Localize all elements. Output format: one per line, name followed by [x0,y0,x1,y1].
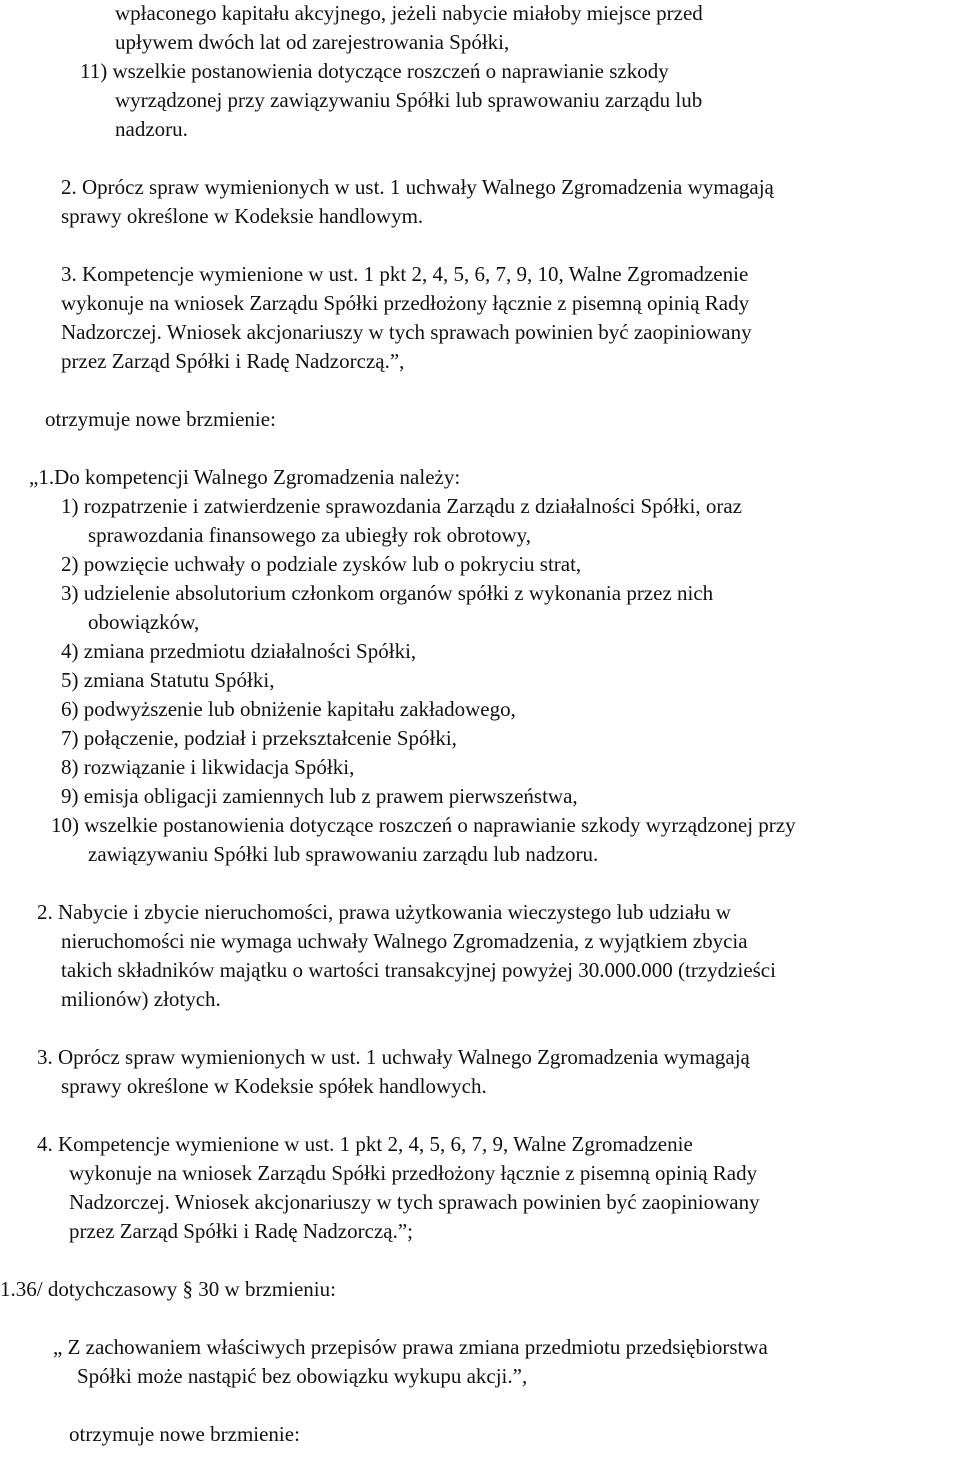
list-item: 4) zmiana przedmiotu działalności Spółki, [61,639,417,663]
text-line: wpłaconego kapitału akcyjnego, jeżeli nabycie miałoby miejsce przed [115,1,703,25]
text-line: Nadzorczej. Wniosek akcjonariuszy w tych sprawach powinien być zaopiniowany [61,320,752,344]
list-item: 11) wszelkie postanowienia dotyczące roszczeń o naprawianie szkody [80,59,669,83]
list-item: 9) emisja obligacji zamiennych lub z prawem pierwszeństwa, [61,784,578,808]
list-item: 10) wszelkie postanowienia dotyczące roszczeń o naprawianie szkody wyrządzonej przy [51,813,796,837]
list-item: 5) zmiana Statutu Spółki, [61,668,275,692]
text-line: przez Zarząd Spółki i Radę Nadzorczą.”; [69,1219,413,1243]
text-line: nadzoru. [115,117,188,141]
text-line: sprawy określone w Kodeksie handlowym. [61,204,424,228]
text-line: takich składników majątku o wartości transakcyjnej powyżej 30.000.000 (trzydzieści [61,958,776,982]
list-item: 8) rozwiązanie i likwidacja Spółki, [61,755,355,779]
text-line: nieruchomości nie wymaga uchwały Walnego Zgromadzenia, z wyjątkiem zbycia [61,929,748,953]
text-line: sprawy określone w Kodeksie spółek handlowych. [61,1074,487,1098]
list-item: 1) rozpatrzenie i zatwierdzenie sprawozdania Zarządu z działalności Spółki, oraz [61,494,743,518]
list-item: 2) powzięcie uchwały o podziale zysków lub o pokryciu strat, [61,552,582,576]
text-line: Nadzorczej. Wniosek akcjonariuszy w tych sprawach powinien być zaopiniowany [69,1190,760,1214]
list-item: 7) połączenie, podział i przekształcenie Spółki, [61,726,457,750]
text-line: otrzymuje nowe brzmienie: [69,1422,300,1446]
text-line: zawiązywaniu Spółki lub sprawowaniu zarządu lub nadzoru. [88,842,599,866]
quoted-text: „ Z zachowaniem właściwych przepisów prawa zmiana przedmiotu przedsiębiorstwa [53,1335,768,1359]
text-line: sprawozdania finansowego za ubiegły rok obrotowy, [88,523,532,547]
text-line: przez Zarząd Spółki i Radę Nadzorczą.”, [61,349,405,373]
list-item: 6) podwyższenie lub obniżenie kapitału zakładowego, [61,697,516,721]
paragraph-heading: 4. Kompetencje wymienione w ust. 1 pkt 2, 4, 5, 6, 7, 9, Walne Zgromadzenie [37,1132,693,1156]
paragraph-heading: 2. Oprócz spraw wymienionych w ust. 1 uchwały Walnego Zgromadzenia wymagają [61,175,774,199]
paragraph-heading: 3. Kompetencje wymienione w ust. 1 pkt 2, 4, 5, 6, 7, 9, 10, Walne Zgromadzenie [61,262,749,286]
text-line: upływem dwóch lat od zarejestrowania Spółki, [115,30,510,54]
paragraph-heading: „1.Do kompetencji Walnego Zgromadzenia należy: [29,465,461,489]
list-item: 3) udzielenie absolutorium członkom organów spółki z wykonania przez nich [61,581,714,605]
paragraph-heading: 2. Nabycie i zbycie nieruchomości, prawa użytkowania wieczystego lub udziału w [37,900,731,924]
text-line: obowiązków, [88,610,200,634]
quoted-text: Spółki może nastąpić bez obowiązku wykupu akcji.”, [77,1364,528,1388]
text-line: wyrządzonej przy zawiązywaniu Spółki lub sprawowaniu zarządu lub [115,88,703,112]
paragraph-heading: 3. Oprócz spraw wymienionych w ust. 1 uchwały Walnego Zgromadzenia wymagają [37,1045,750,1069]
text-line: otrzymuje nowe brzmienie: [45,407,276,431]
text-line: milionów) złotych. [61,987,221,1011]
text-line: wykonuje na wniosek Zarządu Spółki przedłożony łącznie z pisemną opinią Rady [61,291,750,315]
text-line: wykonuje na wniosek Zarządu Spółki przedłożony łącznie z pisemną opinią Rady [69,1161,758,1185]
section-heading: 1.36/ dotychczasowy § 30 w brzmieniu: [0,1277,336,1301]
